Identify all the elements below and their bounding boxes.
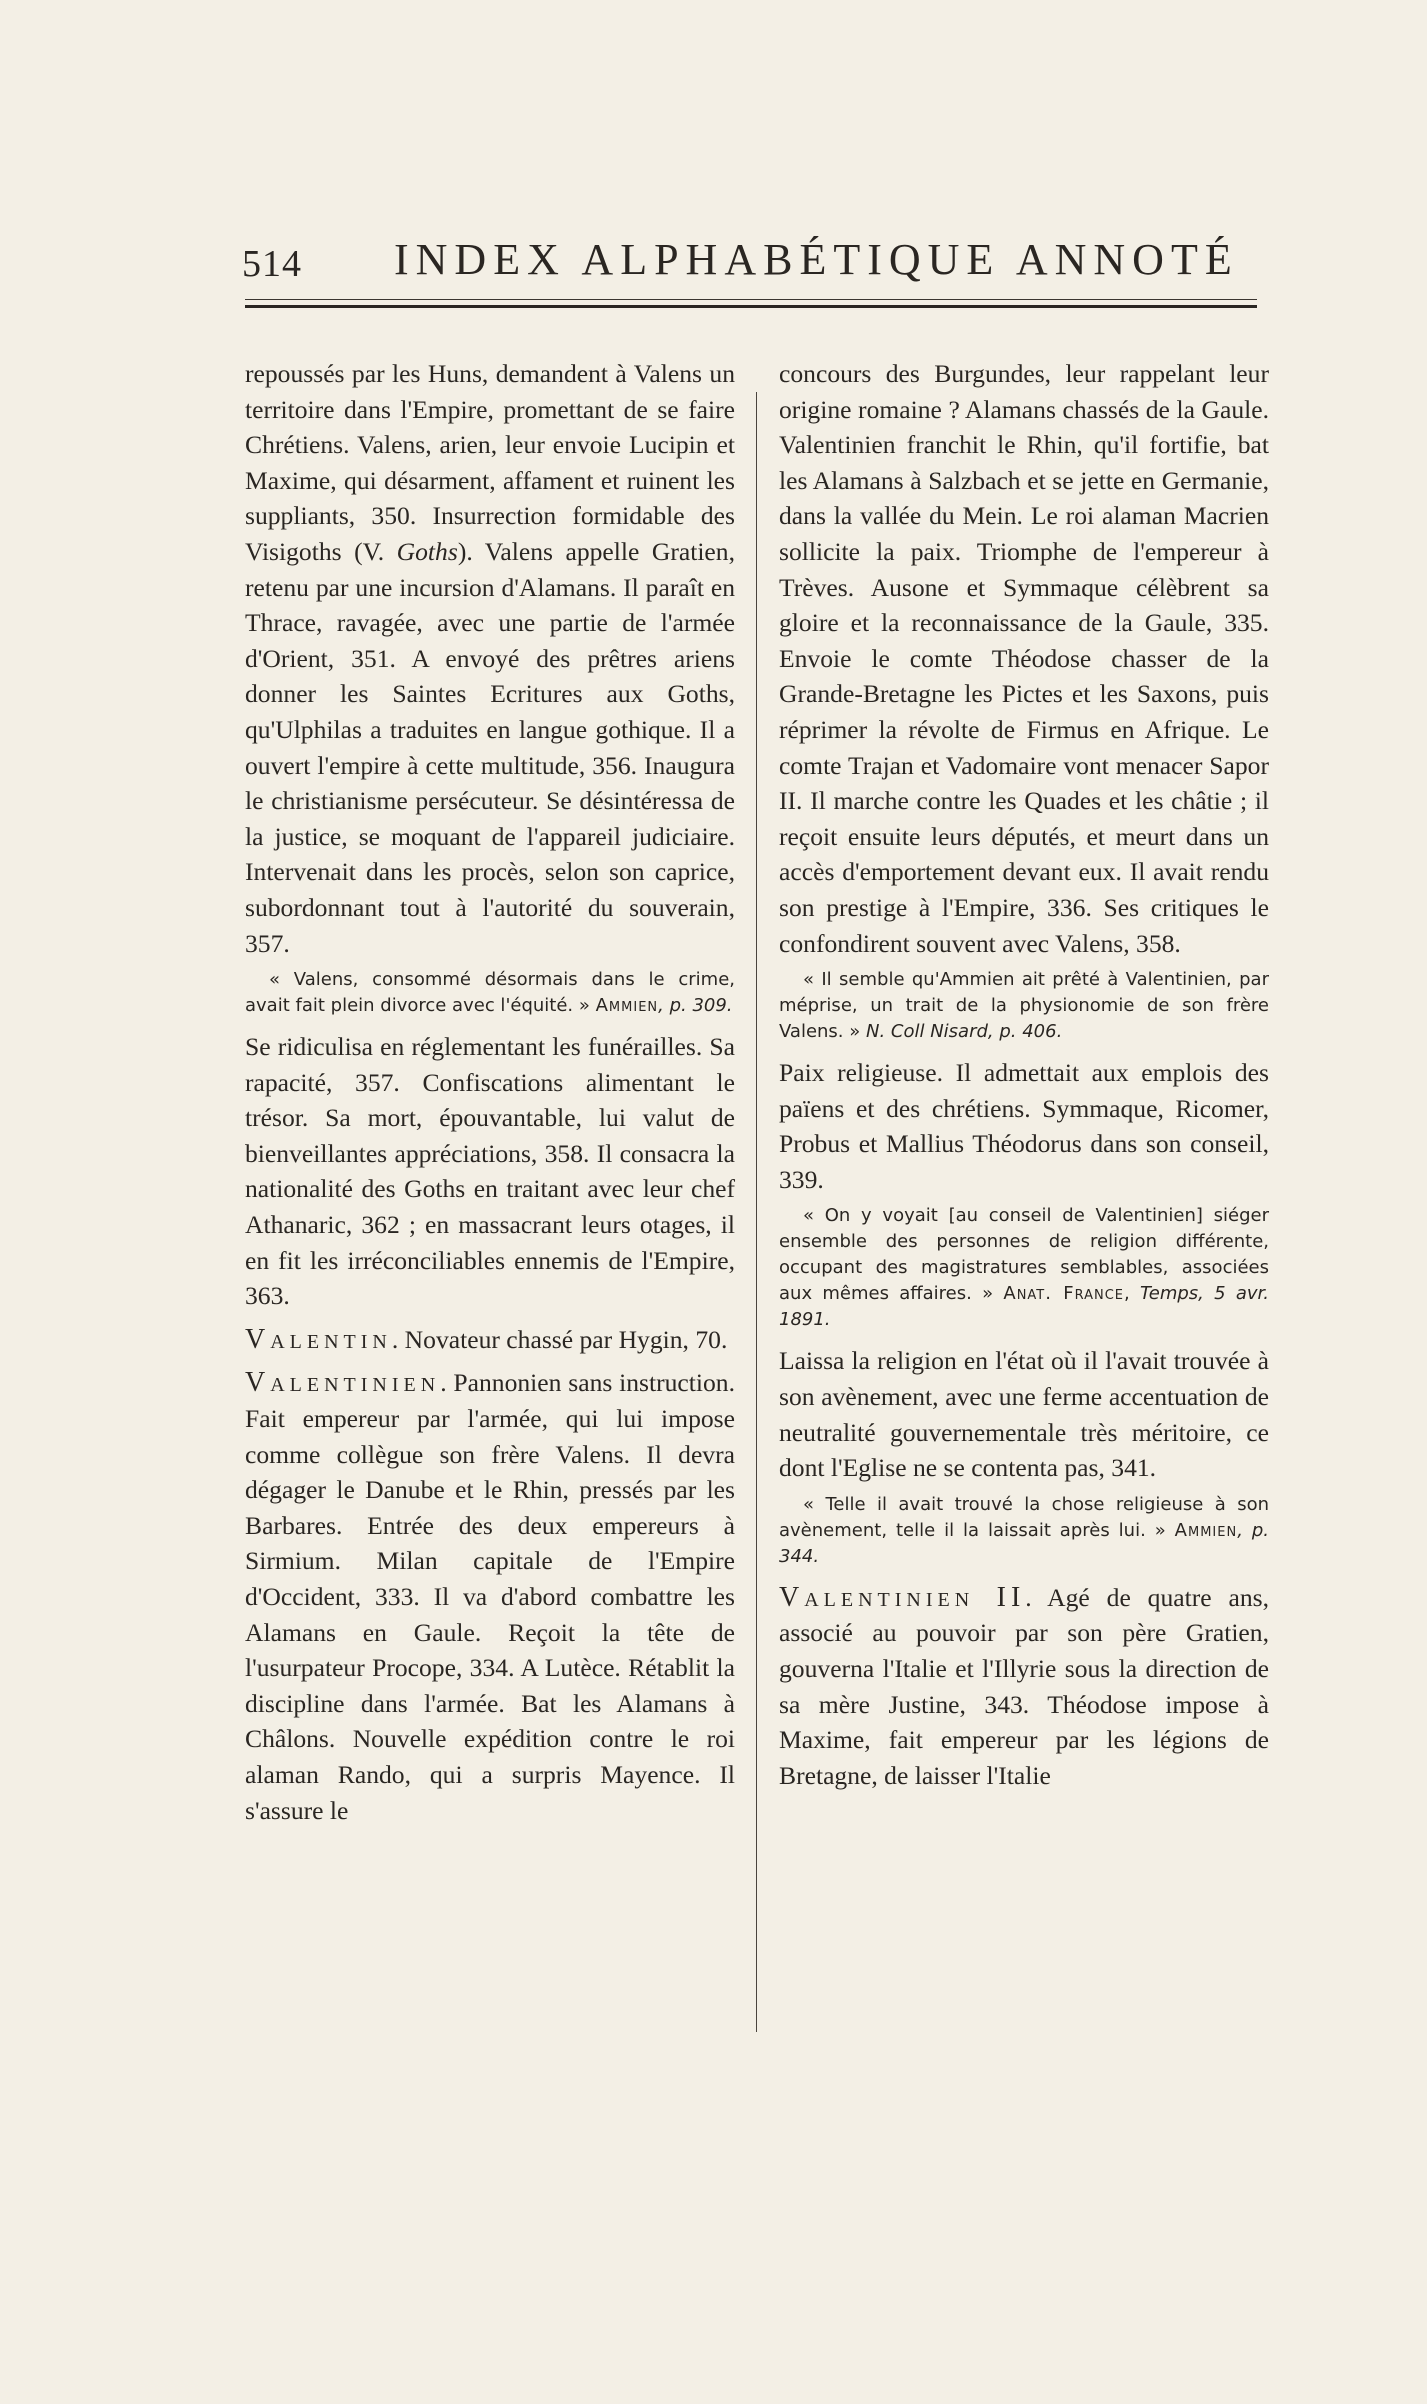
entry-heading: Valentinien	[245, 1367, 441, 1399]
entry-heading: Valentinien II	[779, 1581, 1026, 1613]
page-number: 514	[242, 243, 302, 285]
paragraph	[779, 356, 1269, 961]
paragraph-text: Paix religieuse. Il admettait aux emplois des païens et des chrétiens. Symmaque, Ricomer, Probus et Mallius Théodorus dans son conseil, 339.	[779, 1058, 1269, 1194]
paragraph-text: Laissa la religion en l'état où il l'avait trouvée à son avènement, avec une ferme accentuation de neutralité gouvernementale très méritoire, ce dont l'Eglise ne se contenta pas, 341.	[779, 1346, 1269, 1483]
quotation-author: Ammien	[595, 995, 659, 1017]
quotation-reference: Temps, 5 avr. 1891.	[779, 1283, 1269, 1331]
quotation-text: « Il semble qu'Ammien ait prêté à Valentinien, par méprise, un trait de la physionomie de son frère Valens. »	[779, 969, 1269, 1043]
entry-text: . Agé de quatre ans, associé au pouvoir par son père Gratien, gouverna l'Italie et l'Illyrie sous la direction de sa mère Justine, 343. Théodose impose à Maxime, fait empereur par les légions de Bretagne, de laisser l'Italie	[779, 1582, 1269, 1790]
quotation-separator: ,	[1123, 1283, 1140, 1305]
paragraph	[245, 1029, 735, 1314]
quotation-author: Ammien	[1174, 1519, 1238, 1541]
quotation	[779, 967, 1269, 1045]
entry-text: . Pannonien sans instruction. Fait empereur par l'armée, qui lui impose comme collègue son frère Valens. Il devra dégager le Danube et le Rhin, pressés par les Barbares. Entrée des deux empereurs à Sirmium. Milan capitale de l'Empire d'Occident, 333. Il va d'abord combattre les Alamans en Gaule. Reçoit la tête de l'usurpateur Procope, 334. A Lutèce. Rétablit la discipline dans l'armée. Bat les Alamans à Châlons. Nouvelle expédition contre le roi alaman Rando, qui a surpris Mayence. Il s'assure le	[245, 1368, 735, 1825]
column-divider	[756, 392, 757, 2032]
paragraph-text: Se ridiculisa en réglementant les funérailles. Sa rapacité, 357. Confiscations alimentant le trésor. Sa mort, épouvantable, lui valut de bienveillantes appréciations, 358. Il consacra la nationalité des Goths en traitant avec leur chef Athanaric, 362 ; en massacrant leurs otages, il en fit les irréconciliables ennemis de l'Empire, 363.	[245, 1032, 735, 1311]
paragraph-italic: Goths	[396, 536, 458, 566]
paragraph-text: repoussés par les Huns, demandent à Valens un territoire dans l'Empire, promettant de se faire Chrétiens. Valens, arien, leur envoie Lucipin et Maxime, qui désarment, affament et ruinent les suppliants, 350. Insurrection formidable des Visigoths (V.	[245, 359, 735, 566]
index-entry	[245, 1365, 735, 1828]
paragraph	[779, 1343, 1269, 1485]
quotation	[779, 1492, 1269, 1570]
entry-text: . Novateur chassé par Hygin, 70.	[391, 1324, 728, 1354]
header-rule-thick	[245, 305, 1257, 308]
quotation	[779, 1203, 1269, 1333]
quotation	[245, 967, 735, 1019]
index-entry	[779, 1580, 1269, 1794]
page-header	[242, 226, 1262, 286]
running-title: INDEX ALPHABÉTIQUE ANNOTÉ	[394, 235, 1239, 284]
paragraph-text: ). Valens appelle Gratien, retenu par une incursion d'Alamans. Il paraît en Thrace, ravagée, avec une partie de l'armée d'Orient, 351. A envoyé des prêtres ariens donner les Saintes Ecritures aux Goths, qu'Ulphilas a traduites en langue gothique. Il a ouvert l'empire à cette multitude, 356. Inaugura le christianisme persécuteur. Se désintéressa de la justice, se moquant de l'appareil judiciaire. Intervenait dans les procès, selon son caprice, subordonnant tout à l'autorité du souverain, 357.	[245, 536, 735, 958]
paragraph	[245, 356, 735, 961]
quotation-text: « Telle il avait trouvé la chose religieuse à son avènement, telle il la laissait après lui. »	[779, 1493, 1269, 1541]
right-column	[779, 356, 1269, 1793]
quotation-reference: , p. 344.	[779, 1519, 1270, 1567]
index-entry	[245, 1322, 735, 1358]
paragraph-text: concours des Burgundes, leur rappelant leur origine romaine ? Alamans chassés de la Gaule. Valentinien franchit le Rhin, qu'il fortifie, bat les Alamans à Salzbach et se jette en Germanie, dans la vallée du Mein. Le roi alaman Macrien sollicite la paix. Triomphe de l'empereur à Trèves. Ausone et Symmaque célèbrent sa gloire et la reconnaissance de la Gaule, 335. Envoie le comte Théodose chasser de la Grande-Bretagne les Pictes et les Saxons, puis réprimer la révolte de Firmus en Afrique. Le comte Trajan et Vadomaire vont menacer Sapor II. Il marche contre les Quades et les châtie ; il reçoit ensuite leurs députés, et meurt dans un accès d'emportement devant eux. Il avait rendu son prestige à l'Empire, 336. Ses critiques le confondirent souvent avec Valens, 358.	[779, 359, 1269, 958]
left-column	[245, 356, 735, 1828]
quotation-text: « Valens, consommé désormais dans le crime, avait fait plein divorce avec l'équité. »	[245, 969, 735, 1017]
quotation-author: Anat. France	[1003, 1283, 1124, 1305]
quotation-text: « On y voyait [au conseil de Valentinien] siéger ensemble des personnes de religion différente, occupant des magistratures semblables, associées aux mêmes affaires. »	[779, 1205, 1269, 1305]
entry-heading: Valentin	[245, 1323, 392, 1355]
quotation-reference: N. Coll Nisard, p. 406.	[866, 1021, 1063, 1043]
paragraph	[779, 1055, 1269, 1197]
header-rule-thin	[245, 299, 1257, 300]
quotation-reference: , p. 309.	[658, 995, 733, 1017]
